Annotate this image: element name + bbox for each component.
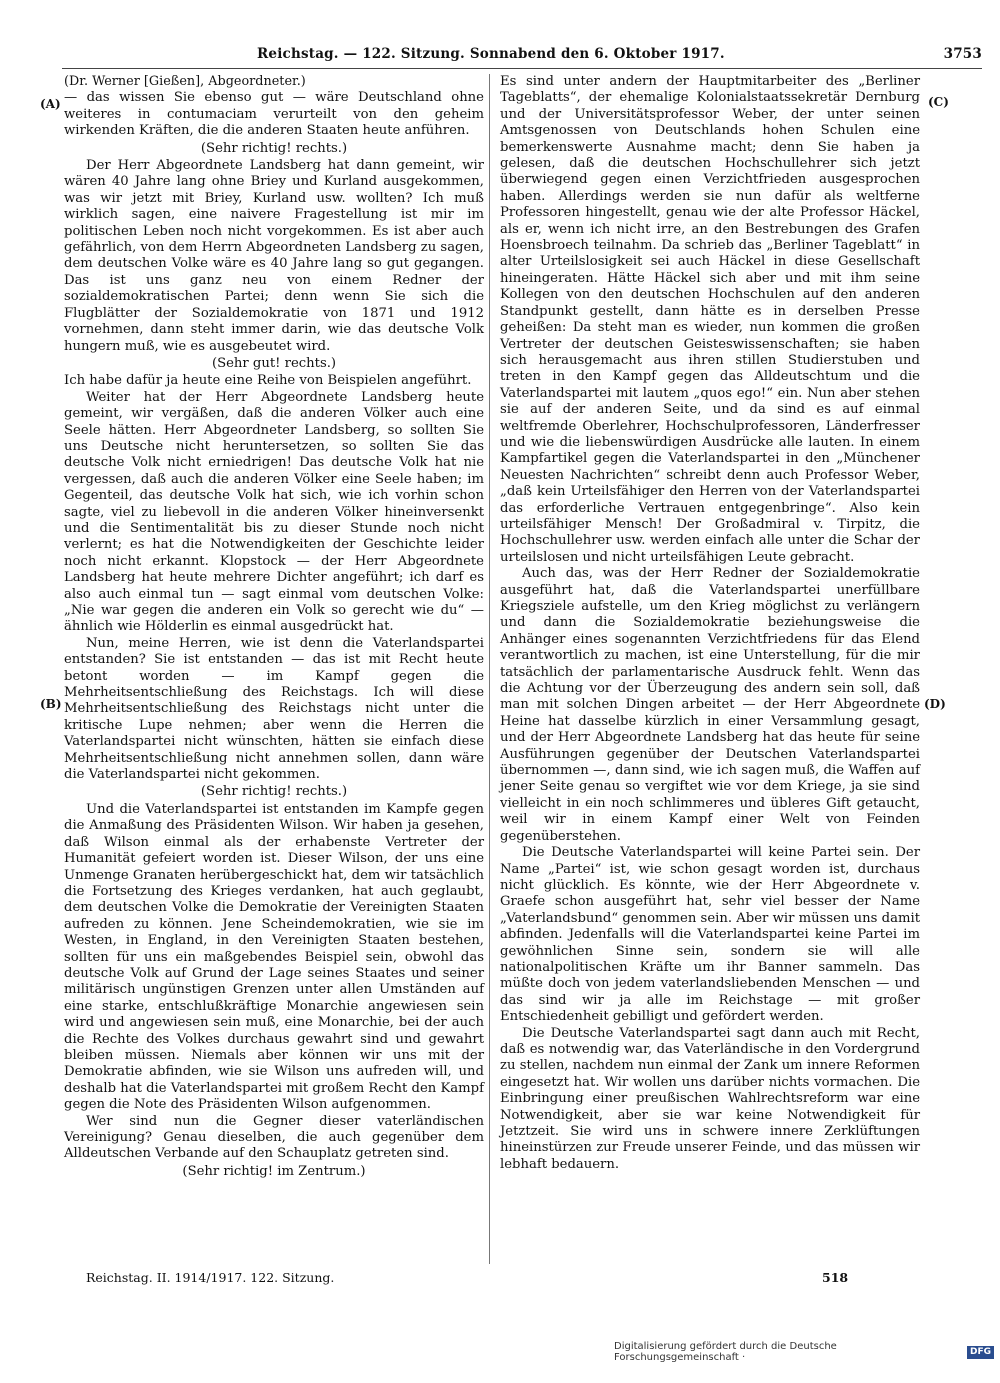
margin-letter-c: (C) <box>928 95 949 109</box>
right-column <box>500 74 920 1173</box>
paragraph: Und die Vaterlandspartei ist entstanden im Kampfe gegen die Anmaßung des Präsidenten Wilson. Wir haben ja gesehen, daß Wilson einmal als der erhabenste Vertreter der Humanität gefeiert worden ist. Dieser Wilson, der uns eine Unmenge Granaten herübergeschickt hat, dem wir tatsächlich die Fortsetzung des Krieges verdanken, hat auch geglaubt, dem deutschen Volke die Demokratie der Vereinigten Staaten aufreden zu können. Jene Scheindemokratien, wie sie im Westen, in England, in den Vereinigten Staaten bestehen, sollten für uns ein maßgebendes Beispiel sein, obwohl das deutsche Volk auf Grund der Lage seines Staates und seiner militärisch ungünstigen Grenzen unter allen Umständen auf eine starke, entschlußkräftige Monarchie angewiesen sein wird und angewiesen sein muß, eine Monarchie, bei der auch die Rechte des Volkes durchaus gewahrt sind und gewahrt bleiben müssen. Niemals aber können wir uns mit der Demokratie abfinden, wie sie Wilson uns aufreden will, und deshalb hat die Vaterlandspartei mit großem Recht den Kampf gegen die Note des Präsidenten Wilson aufgenommen. <box>64 801 484 1113</box>
speaker-note: (Dr. Werner [Gießen], Abgeordneter.) <box>64 74 306 89</box>
credit-text: Digitalisierung gefördert durch die Deutsche Forschungsgemeinschaft · <box>614 1341 837 1363</box>
footer-page-signature: 518 <box>822 1270 849 1285</box>
paragraph: Es sind unter andern der Hauptmitarbeiter des „Berliner Tageblatts“, der ehemalige Kolonialstaatssekretär Dernburg und der Universitätsprofessor Weber, der unter seinen Amtsgenossen von Deutschlands hohen Schulen eine bemerkenswerte Ausnahme macht; denn Sie haben ja gelesen, daß die deutschen Hochschullehrer sich jetzt überwiegend gegen einen Verzichtfrieden ausgesprochen haben. Allerdings werden sie nun dafür als weltferne Professoren hingestellt, genau wie der alte Professor Häckel, als er, wenn ich nicht irre, an den Bestrebungen des Grafen Hoensbroech teilnahm. Da schrieb das „Berliner Tageblatt“ in alter Urteilslosigkeit sei auch Häckel in diese Gesellschaft hineingeraten. Hätte Häckel sich aber und mit ihm seine Kollegen von den deutschen Hochschulen auf den anderen Standpunkt gestellt, dann hätte es in derselben Presse geheißen: Da steht man es wieder, nun kommen die großen Vertreter der deutschen Geisteswissenschaften; sie haben sich herausgemacht aus ihren stillen Studierstuben und treten in den Kampf gegen das Alldeutschtum und die Vaterlandspartei mit lautem „quos ego!“ ein. Nun aber stehen sie auf der anderen Seite, und da sind es auf einmal weltfremde Oberlehrer, Hochschulprofessoren, Länderfresser und wie die liebenswürdigen Ausdrücke alle lauten. In einem Kampfartikel gegen die Vaterlandspartei in den „Münchener Neuesten Nachrichten“ schreibt denn auch Professor Weber, „daß kein Urteilsfähiger den Herren von der Vaterlandspartei das erforderliche Vertrauen entgegenbringe“. Also kein urteilsfähiger Mensch! Der Großadmiral v. Tirpitz, die Hochschullehrer usw. werden einfach alle unter die Schar der urteilslosen und nicht urteilsfähigen Leute gebracht. <box>500 74 920 565</box>
margin-letter-b: (B) <box>40 697 62 711</box>
margin-letter-d: (D) <box>924 697 946 711</box>
running-title: Reichstag. — 122. Sitzung. Sonnabend den 6. Oktober 1917. <box>257 46 725 62</box>
interjection: (Sehr richtig! im Zentrum.) <box>182 1163 366 1179</box>
column-divider <box>489 74 490 1264</box>
interjection: (Sehr gut! rechts.) <box>211 355 337 371</box>
paragraph: Der Herr Abgeordnete Landsberg hat dann gemeint, wir wären 40 Jahre lang ohne Briey und Kurland ausgekommen, was wir jetzt mit Briey, Kurland usw. wollten? Ich muß wirklich sagen, eine naivere Fragestellung ist mir im politischen Leben noch nicht vorgekommen. Es ist aber auch gefährlich, von dem Herrn Abgeordneten Landsberg zu sagen, dem deutschen Volke wäre es 40 Jahre lang so gut gegangen. Das ist uns ganz neu von einem Redner der sozialdemokratischen Partei; denn wenn Sie sich die Flugblätter der Sozialdemokratie von 1871 und 1912 vornehmen, dann steht immer darin, wie das deutsche Volk hungern muß, wie es ausgebeutet wird. <box>64 158 484 354</box>
header-rule <box>62 68 982 69</box>
footer-left: Reichstag. II. 1914/1917. 122. Sitzung. <box>86 1270 335 1285</box>
paragraph: — das wissen Sie ebenso gut — wäre Deutschland ohne weiteres in contumaciam verurteilt von den geheim wirkenden Kräften, die die anderen Staaten heute anführen. <box>64 90 484 139</box>
interjection: (Sehr richtig! rechts.) <box>200 784 348 800</box>
paragraph: Weiter hat der Herr Abgeordnete Landsberg heute gemeint, wir vergäßen, daß die anderen Völker auch eine Seele hätten. Herr Abgeordneter Landsberg, so sollten Sie uns Deutsche nicht heruntersetzen, so sollten Sie das deutsche Volk nicht erniedrigen! Das deutsche Volk hat nie vergessen, daß auch die anderen Völker eine Seele haben; im Gegenteil, das deutsche Volk hat sich, wie ich vorhin schon sagte, viel zu liebevoll in die anderen Völker hineinversenkt und die Sentimentalität bis zu dieser Stunde noch nicht verlernt; es hat die Notwendigkeiten der Geschichte leider noch nicht erkannt. Klopstock — der Herr Abgeordnete Landsberg hat heute mehrere Dichter angeführt; ich darf es also auch einmal tun — sagt einmal vom deutschen Volke: „Nie war gegen die anderen ein Volk so gerecht wie du“ — ähnlich wie Hölderlin es einmal ausgedrückt hat. <box>64 389 484 635</box>
dfg-logo: DFG <box>967 1346 994 1359</box>
digitization-credit <box>614 1342 994 1362</box>
interjection: (Sehr richtig! rechts.) <box>200 140 348 156</box>
paragraph: Die Deutsche Vaterlandspartei will keine Partei sein. Der Name „Partei“ ist, wie schon gesagt worden ist, durchaus nicht glücklich. Es könnte, wie der Herr Abgeordnete v. Graefe schon ausgeführt hat, sehr viel besser der Name „Vaterlandsbund“ genommen sein. Aber wir müssen uns damit abfinden. Jedenfalls will die Vaterlandspartei keine Partei im gewöhnlichen Sinne sein, sondern sie will alle nationalpolitischen Kräfte um ihr Banner sammeln. Das müßte doch von jedem vaterlandsliebenden Menschen — und das sind wir ja alle im Reichstage — mit großer Entschiedenheit gebilligt und gefördert werden. <box>500 845 920 1025</box>
paragraph: Die Deutsche Vaterlandspartei sagt dann auch mit Recht, daß es notwendig war, das Vaterländische in den Vordergrund zu stellen, nachdem nun einmal der Zank um innere Reformen eingesetzt hat. Wir wollen uns darüber nichts vormachen. Die Einbringung einer preußischen Wahlrechtsreform war eine Notwendigkeit, aber sie war keine Notwendigkeit für Jetztzeit. Sie wird uns in schwere innere Zerklüftungen hineinstürzen zur Freude unserer Feinde, und das müssen wir lebhaft bedauern. <box>500 1025 920 1172</box>
paragraph: Wer sind nun die Gegner dieser vaterländischen Vereinigung? Genau dieselben, die auch gegenüber dem Alldeutschen Verbande auf den Schauplatz getreten sind. <box>64 1113 484 1162</box>
paragraph: Auch das, was der Herr Redner der Sozialdemokratie ausgeführt hat, daß die Vaterlandspartei unerfüllbare Kriegsziele aufstelle, um den Krieg möglichst zu verlängern und dann die Sozialdemokratie beziehungsweise die Anhänger eines sogenannten Verzichtfriedens für das Elend verantwortlich zu machen, ist eine Unterstellung, für die mir tatsächlich der parlamentarische Ausdruck fehlt. Wenn das die Achtung vor der Überzeugung des andern sein soll, daß man mit solchen Dingen arbeitet — der Herr Abgeordnete Heine hat dasselbe kürzlich in einer Versammlung gesagt, und der Herr Abgeordnete Landsberg hat das heute für seine Ausführungen gegenüber der Deutschen Vaterlandspartei übernommen —, dann sind, wie ich sagen muß, die Waffen auf jener Seite genau so vergiftet wie vor dem Kriege, ja sie sind vielleicht in ein noch schlimmeres und übleres Gift getaucht, weil wir in einem Kampf einer Welt von Feinden gegenüberstehen. <box>500 566 920 844</box>
paragraph: Nun, meine Herren, wie ist denn die Vaterlandspartei entstanden? Sie ist entstanden — das ist mit Recht heute betont worden — im Kampf gegen die Mehrheitsentschließung des Reichstags. Ich will diese Mehrheitsentschließung des Reichstags nicht unter die kritische Lupe nehmen; aber wenn die Herren die Vaterlandspartei nicht wünschten, hätten sie einfach diese Mehrheitsentschließung nicht annehmen sollen, dann wäre die Vaterlandspartei nicht gekommen. <box>64 635 484 783</box>
page-header <box>62 46 982 68</box>
paragraph: Ich habe dafür ja heute eine Reihe von Beispielen angeführt. <box>64 373 472 389</box>
left-column <box>64 74 484 1181</box>
margin-letter-a: (A) <box>40 97 61 111</box>
page-number: 3753 <box>943 46 982 62</box>
